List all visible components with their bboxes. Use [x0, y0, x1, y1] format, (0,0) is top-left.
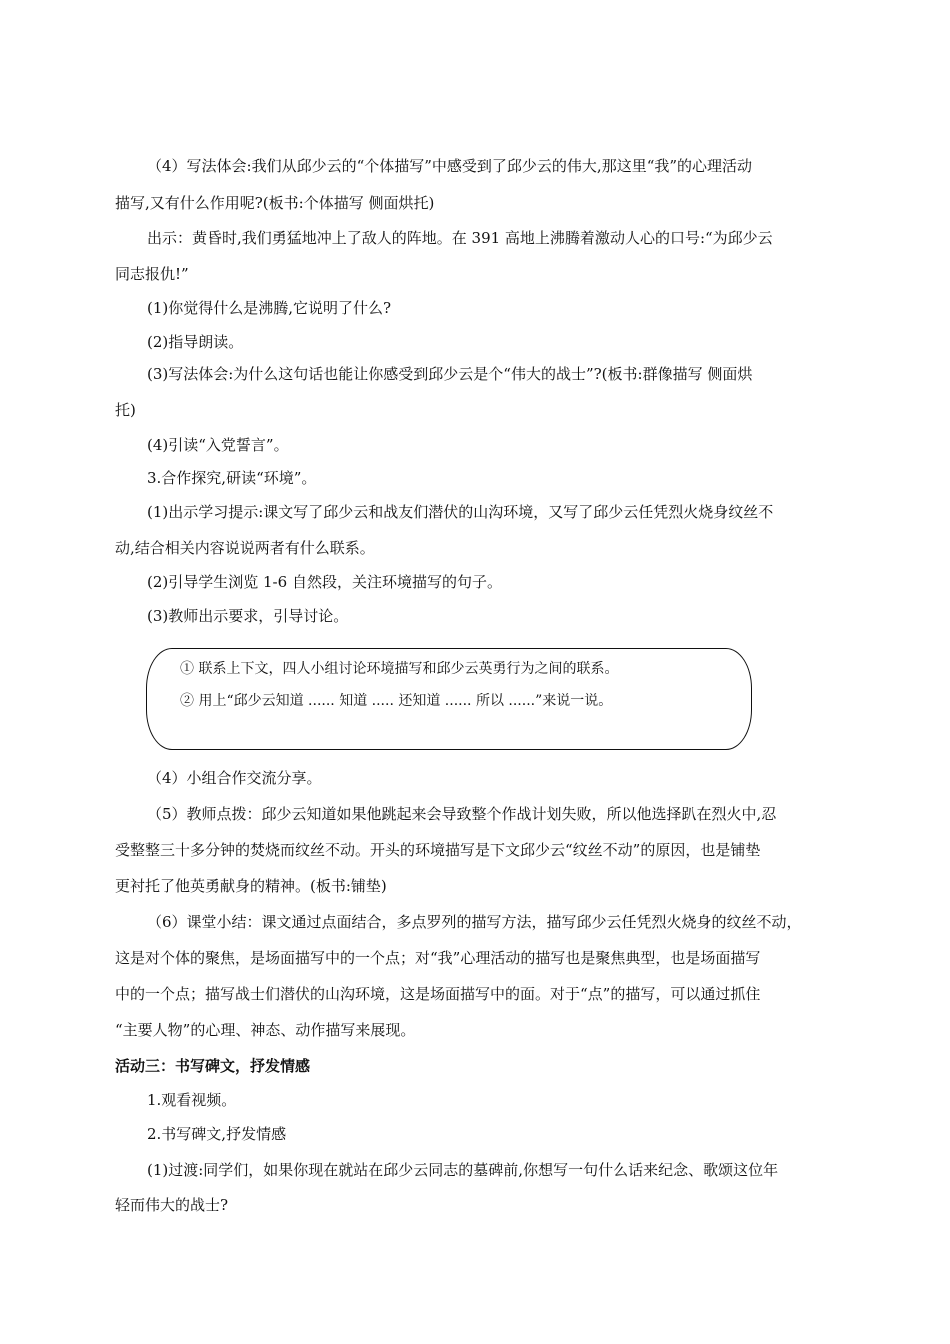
paragraph-line: 3.合作探究,研读“环境”。: [147, 469, 317, 487]
paragraph-line: (2)引导学生浏览 1-6 自然段，关注环境描写的句子。: [147, 573, 502, 591]
paragraph-line: （5）教师点拨：邱少云知道如果他跳起来会导致整个作战计划失败，所以他选择趴在烈火中,忍: [147, 805, 777, 823]
paragraph-line: 托): [115, 401, 136, 419]
paragraph-line: (3)写法体会:为什么这句话也能让你感受到邱少云是个“伟大的战士”?(板书:群像描写 侧面烘: [147, 365, 753, 383]
paragraph-line: 同志报仇!”: [115, 265, 189, 283]
paragraph-line: 这是对个体的聚焦，是场面描写中的一个点；对“我”心理活动的描写也是聚焦典型，也是场面描写: [115, 949, 761, 967]
paragraph-line: 1.观看视频。: [147, 1091, 237, 1109]
requirement-item: ① 联系上下文，四人小组讨论环境描写和邱少云英勇行为之间的联系。: [180, 661, 619, 677]
paragraph-line: 受整整三十多分钟的焚烧而纹丝不动。开头的环境描写是下文邱少云“纹丝不动”的原因，也是铺垫: [115, 841, 761, 859]
discussion-requirements-box: [146, 648, 752, 750]
paragraph-line: (1)过渡:同学们，如果你现在就站在邱少云同志的墓碑前,你想写一句什么话来纪念、歌颂这位年: [147, 1161, 779, 1179]
paragraph-line: (4)引读“入党誓言”。: [147, 436, 289, 454]
paragraph-line: (2)指导朗读。: [147, 333, 244, 351]
paragraph-line: 中的一个点；描写战士们潜伏的山沟环境，这是场面描写中的面。对于“点”的描写，可以通过抓住: [115, 985, 761, 1003]
paragraph-line: 出示：黄昏时,我们勇猛地冲上了敌人的阵地。在 391 高地上沸腾着激动人心的口号:“为邱少云: [147, 229, 773, 247]
paragraph-line: 更衬托了他英勇献身的精神。(板书:铺垫): [115, 877, 387, 895]
paragraph-line: （4）写法体会:我们从邱少云的“个体描写”中感受到了邱少云的伟大,那这里“我”的心理活动: [147, 157, 753, 175]
paragraph-line: （6）课堂小结：课文通过点面结合，多点罗列的描写方法，描写邱少云任凭烈火烧身的纹丝不动，: [147, 913, 802, 931]
paragraph-line: (3)教师出示要求，引导讨论。: [147, 607, 349, 625]
paragraph-line: 动,结合相关内容说说两者有什么联系。: [115, 539, 375, 557]
paragraph-line: (1)你觉得什么是沸腾,它说明了什么?: [147, 299, 392, 317]
paragraph-line: (1)出示学习提示:课文写了邱少云和战友们潜伏的山沟环境，又写了邱少云任凭烈火烧身纹丝不: [147, 503, 774, 521]
paragraph-line: 描写,又有什么作用呢?(板书:个体描写 侧面烘托): [115, 194, 435, 212]
paragraph-line: （4）小组合作交流分享。: [147, 769, 322, 787]
paragraph-line: “主要人物”的心理、神态、动作描写来展现。: [115, 1021, 416, 1039]
paragraph-line: 轻而伟大的战士?: [115, 1196, 229, 1214]
paragraph-line: 2.书写碑文,抒发情感: [147, 1125, 287, 1143]
section-heading: 活动三：书写碑文，抒发情感: [115, 1057, 311, 1075]
requirement-item: ② 用上“邱少云知道 ...... 知道 ..... 还知道 ...... 所以 ......”来说一说。: [180, 693, 613, 709]
